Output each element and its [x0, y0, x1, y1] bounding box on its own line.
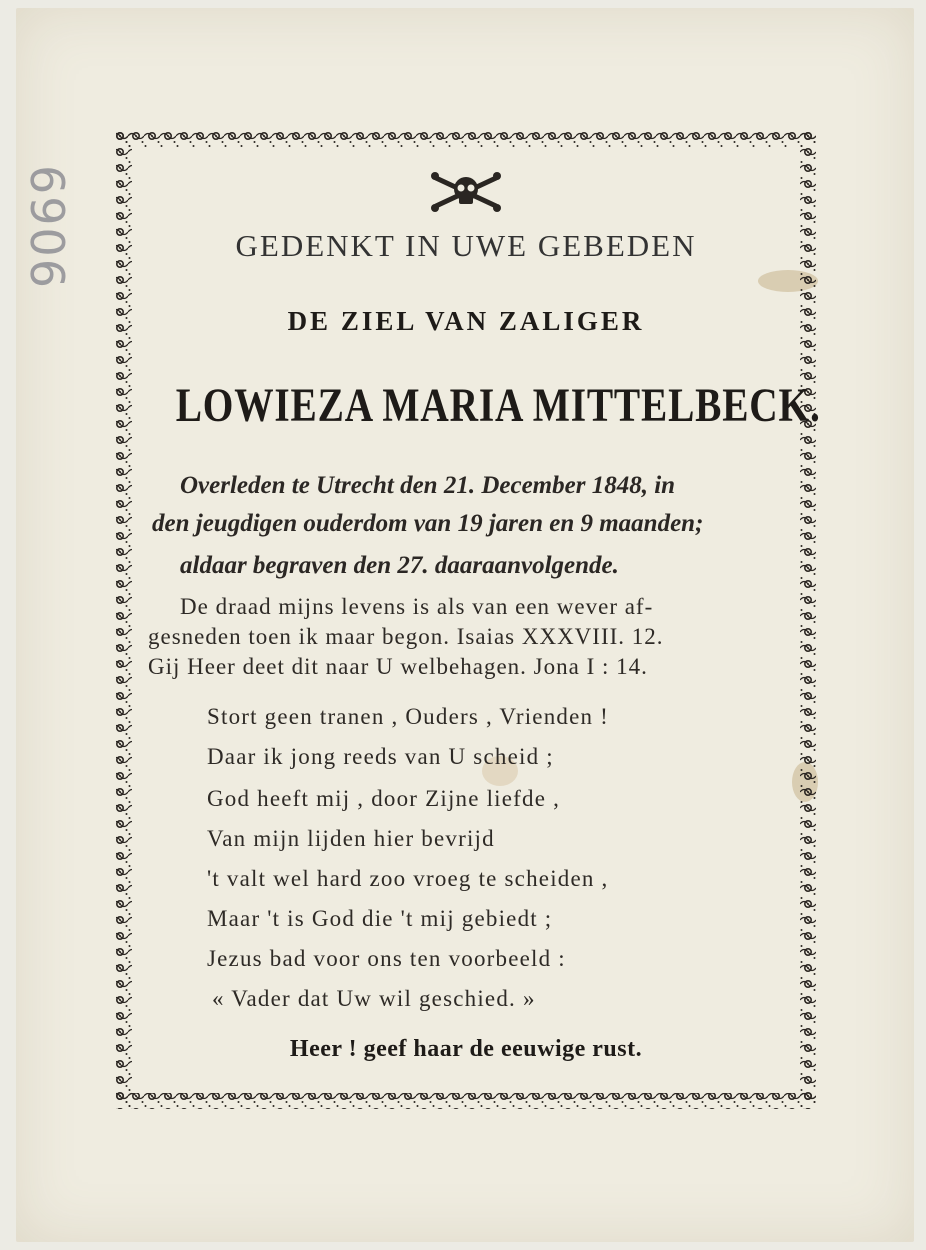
poem-line: Daar ik jong reeds van U scheid ; [207, 744, 554, 769]
death-line: aldaar begraven den 27. daaraanvolgende. [180, 552, 619, 579]
subheader-text: DE ZIEL VAN ZALIGER [287, 306, 645, 336]
poem-line: Van mijn lijden hier bevrijd [207, 826, 495, 851]
death-line: Overleden te Utrecht den 21. December 1848, in [180, 472, 676, 499]
poem-line: Stort geen tranen , Ouders , Vrienden ! [207, 704, 610, 729]
poem-line: God heeft mij , door Zijne liefde , [207, 786, 561, 811]
poem-line: Jezus bad voor ons ten voorbeeld : [207, 946, 566, 971]
poem-line: « Vader dat Uw wil geschied. » [212, 986, 536, 1011]
poem-line: Maar 't is God die 't mij gebiedt ; [207, 906, 553, 931]
deceased-name: LOWIEZA MARIA MITTELBECK. [175, 379, 821, 432]
poem-line: 't valt wel hard zoo vroeg te scheiden , [207, 866, 609, 891]
death-line: den jeugdigen ouderdom van 19 jaren en 9 maanden; [152, 510, 704, 537]
scripture-line: gesneden toen ik maar begon. Isaias XXXVIII. 12. [148, 624, 664, 649]
ornamental-frame [112, 128, 820, 1113]
catalog-number: 9069 [22, 162, 76, 288]
scripture-line: Gij Heer deet dit naar U welbehagen. Jona I : 14. [148, 654, 648, 679]
closing-prayer: Heer ! geef haar de eeuwige rust. [289, 1036, 643, 1062]
skull-crossbones-icon [430, 170, 502, 212]
header-text: GEDENKT IN UWE GEBEDEN [235, 228, 697, 263]
scripture-line: De draad mijns levens is als van een wever af- [180, 594, 654, 619]
